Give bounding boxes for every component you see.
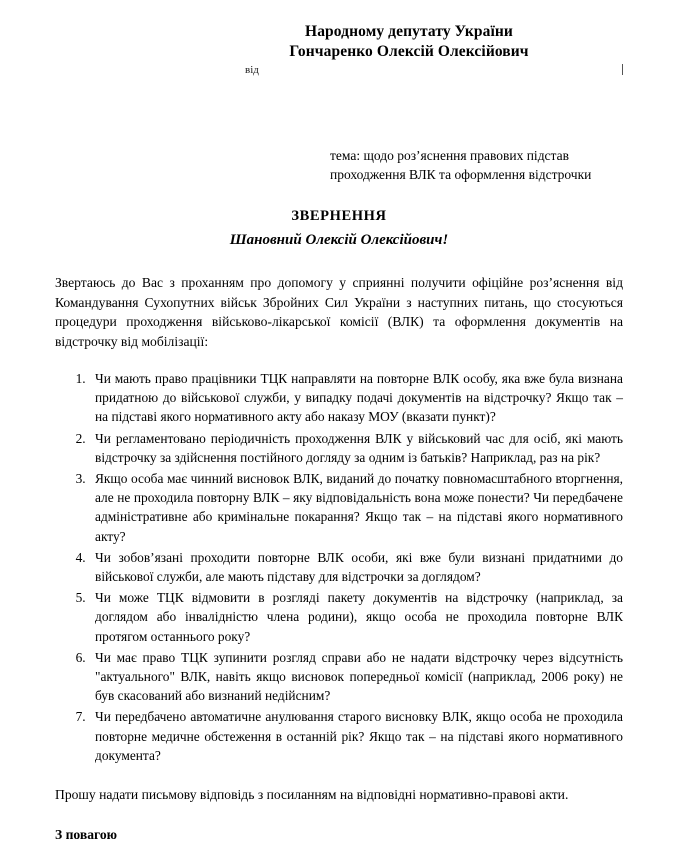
list-item: 5. Чи може ТЦК відмовити в розгляді пакету документів на відстрочку (наприклад, за доглядом або інвалідністю члена родини), якщо особа не проходила повторне ВЛК протягом останнього року? <box>89 588 623 646</box>
list-item: 7. Чи передбачено автоматичне анулювання старого висновку ВЛК, якщо особа не проходила повторне медичне обстеження в останній рік? Якщо так – на підставі якого нормативного документа? <box>89 707 623 765</box>
intro-paragraph: Звертаюсь до Вас з проханням про допомогу у сприянні получити офіційне роз’яснення від Командування Сухопутних військ Збройних Сил України з наступних питань, що стосуються процедури проходження військово-лікарської комісії (ВЛК) та оформлення документів на відстрочку від мобілізації: <box>55 275 623 349</box>
signoff: З повагою <box>55 826 118 842</box>
sender-row <box>55 64 623 76</box>
list-item: 3. Якщо особа має чинний висновок ВЛК, виданий до початку повномасштабного вторгнення, але не проходила повторну ВЛК – яку відповідальність вона може понести? Чи передбачене адміністративне або кримінальне покарання? Якщо так – на підставі якого нормативного акту? <box>89 469 623 546</box>
list-item: 2. Чи регламентовано періодичність проходження ВЛК у військовий час для осіб, які мають відстрочку за здійснення постійного догляду за одним із батьків? Наприклад, раз на рік? <box>89 429 623 467</box>
questions-list <box>55 369 623 765</box>
addressee-line-1: Народному депутату України <box>305 23 513 40</box>
list-item: 6. Чи має право ТЦК зупинити розгляд справи або не надати відстрочку через відсутність "актуального" ВЛК, навіть якщо висновок попередньої комісії (наприклад, 2006 року) не був скасований або визнаний недійсним? <box>89 648 623 706</box>
salutation: Шановний Олексій Олексійович! <box>229 232 449 248</box>
addressee-block <box>55 22 623 62</box>
list-item: 4. Чи зобов’язані проходити повторне ВЛК особи, які вже були визнані придатними до військової служби, але мають підставу для відстрочки за доглядом? <box>89 548 623 586</box>
addressee-line-2: Гончаренко Олексій Олексійович <box>195 42 623 62</box>
closing-request: Прошу надати письмову відповідь з посиланням на відповідні нормативно-правові акти. <box>55 787 569 803</box>
sender-redacted-area <box>265 64 623 75</box>
sender-label: від <box>245 64 259 76</box>
list-item: 1. Чи мають право працівники ТЦК направляти на повторне ВЛК особу, яка вже була визнана придатною до військової служби, у випадку подачі документів на відстрочку? Якщо так – на підставі якого нормативного акту або наказу МОУ (вказати пункт)? <box>89 369 623 427</box>
document-page <box>0 22 678 842</box>
subject-line: тема: щодо роз’яснення правових підстав проходження ВЛК та оформлення відстрочки <box>330 148 592 182</box>
document-title: ЗВЕРНЕННЯ <box>291 208 387 224</box>
